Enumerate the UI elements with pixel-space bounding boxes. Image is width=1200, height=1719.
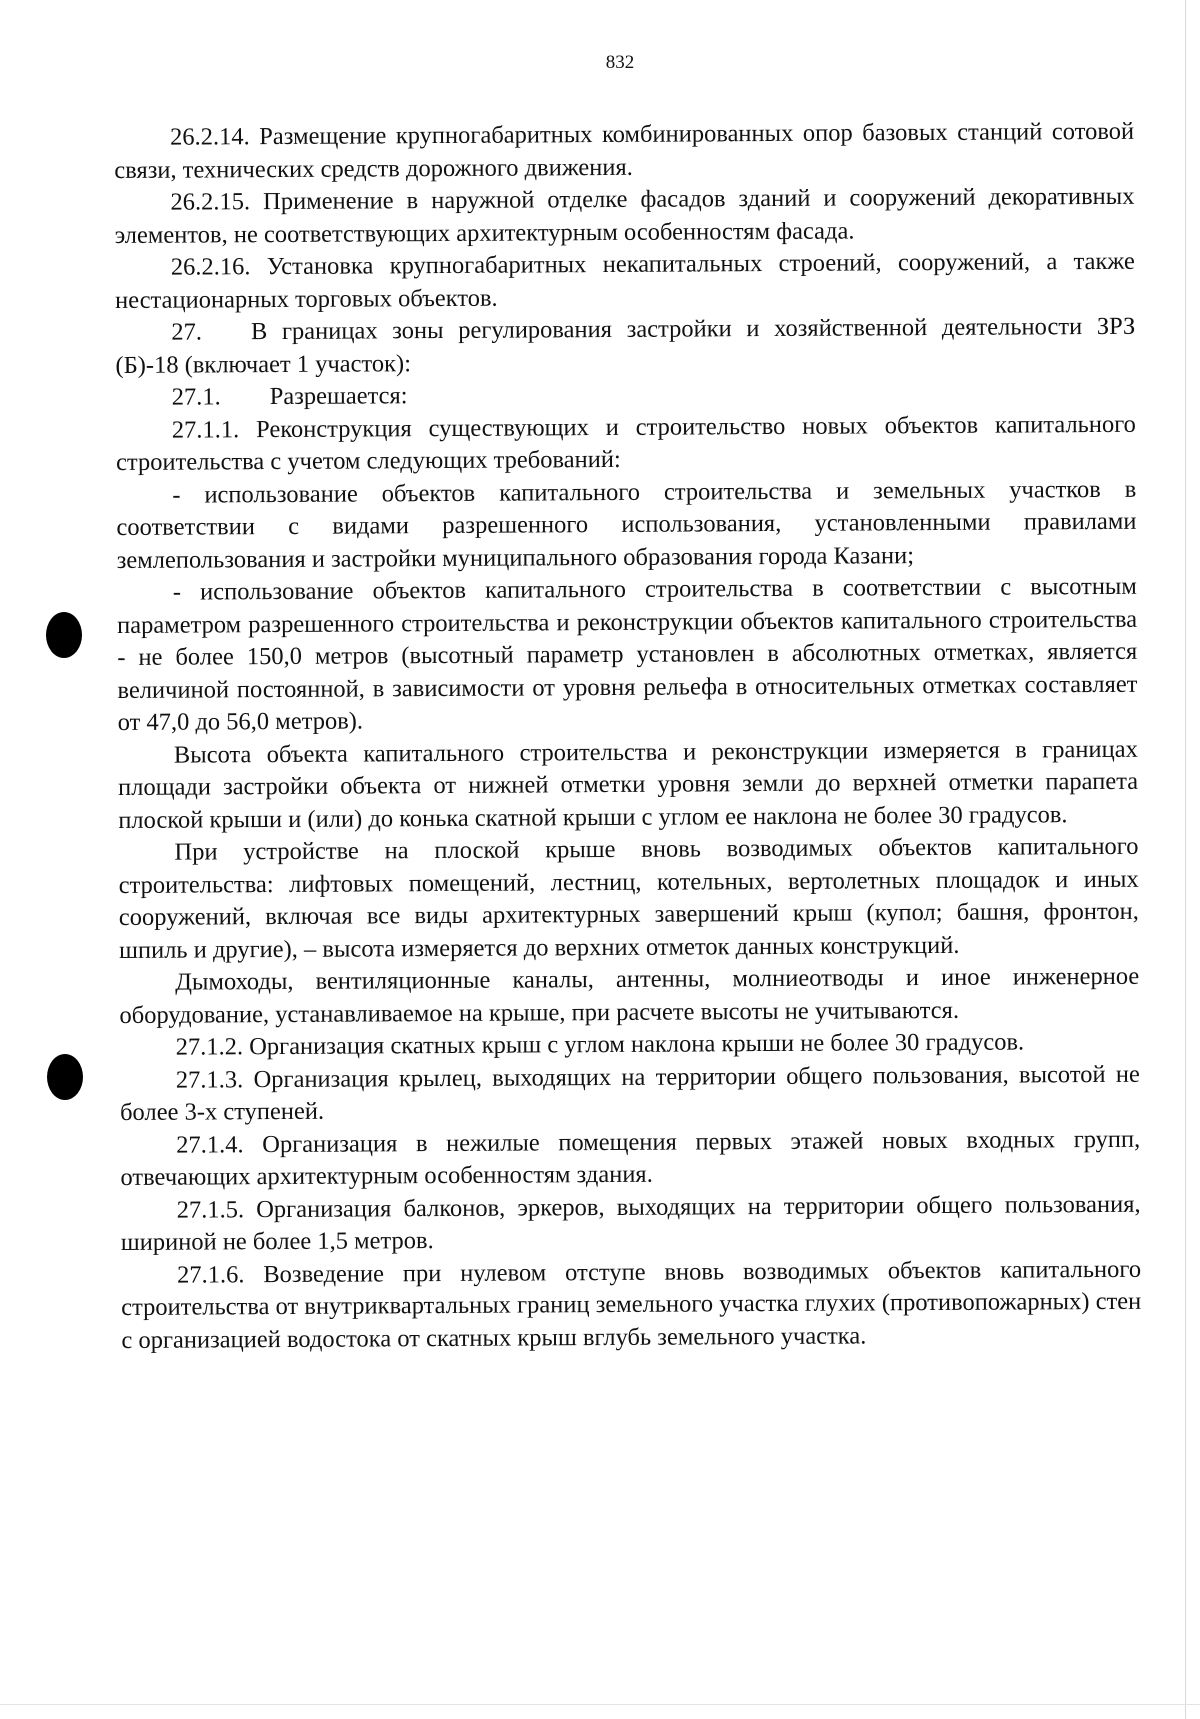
paragraph-27: 27. В границах зоны регулирования застройки и хозяйственной деятельности ЗРЗ (Б)-18 (включает 1 участок): [115,312,1136,379]
paragraph-height-measurement: Высота объекта капитального строительства и реконструкции измеряется в границах площади застройки объекта от нижней отметки уровня земли до верхней отметки парапета плоской крыши и (или) до конька скатной крыши с углом ее наклона не более 30 градусов. [117,735,1139,834]
document-body [114,116,1142,1357]
paragraph-27-1-6: 27.1.6. Возведение при нулевом отступе вновь возводимых объектов капитального строительства от внутриквартальных границ земельного участка глухих (противопожарных) стен с организацией водостока от скатных крыш вглубь земельного участка. [121,1255,1142,1354]
list-item-land-use: - использование объектов капитального строительства и земельных участков в соответствии с видами разрешенного использования, установленными правилами землепользования и застройки муниципального образования города Казани; [116,475,1137,574]
paragraph-27-1-2: 27.1.2. Организация скатных крыш с углом наклона крыши не более 30 градусов. [175,1028,1025,1061]
paragraph-27-1-3: 27.1.3. Организация крылец, выходящих на территории общего пользования, высотой не более 3-х ступеней. [119,1060,1140,1126]
punch-hole-bottom [47,1054,83,1100]
scan-edge-right [1185,0,1186,1719]
paragraph-27-1-5: 27.1.5. Организация балконов, эркеров, выходящих на территории общего пользования, шириной не более 1,5 метров. [120,1190,1141,1256]
paragraph-27-1-4: 27.1.4. Организация в нежилые помещения первых этажей новых входных групп, отвечающих архитектурным особенностям здания. [120,1125,1141,1191]
paragraph-26-2-15: 26.2.15. Применение в наружной отделке фасадов зданий и сооружений декоративных элементов, не соответствующих архитектурным особенностям фасада. [114,182,1135,249]
punch-hole-top [46,612,82,658]
paragraph-26-2-16: 26.2.16. Установка крупногабаритных некапитальных строений, сооружений, а также нестационарных торговых объектов. [115,247,1135,314]
paragraph-chimneys: Дымоходы, вентиляционные каналы, антенны, молниеотводы и иное инженерное оборудование, устанавливаемое на крыше, при расчете высоты не учитываются. [119,962,1140,1029]
paragraph-27-1-1: 27.1.1. Реконструкция существующих и строительство новых объектов капитального строительства с учетом следующих требований: [115,410,1136,476]
paragraph-26-2-14: 26.2.14. Размещение крупногабаритных комбинированных опор базовых станций сотовой связи, технических средств дорожного движения. [114,117,1135,184]
scan-edge-bottom [0,1704,1200,1705]
paragraph-roof-structures: При устройстве на плоской крыше вновь возводимых объектов капитального строительства: лифтовых помещений, лестниц, котельных, вертолетных площадок и иных сооружений, включая все виды архитектурных завершений крыш (купол; башня, фронтон, шпиль и другие), – высота измеряется до верхних отметок данных конструкций. [118,832,1139,964]
list-item-height-parameter: - использование объектов капитального строительства в соответствии с высотным параметром разрешенного строительства и реконструкции объектов капитального строительства - не более 150,0 метров (высотный параметр установлен в абсолютных отметках, является величиной постоянной, в зависимости от уровня рельефа в относительных отметках составляет от 47,0 до 56,0 метров). [116,572,1138,736]
paragraph-27-1: 27.1. Разрешается: [171,382,408,411]
page-number: 832 [605,52,635,73]
